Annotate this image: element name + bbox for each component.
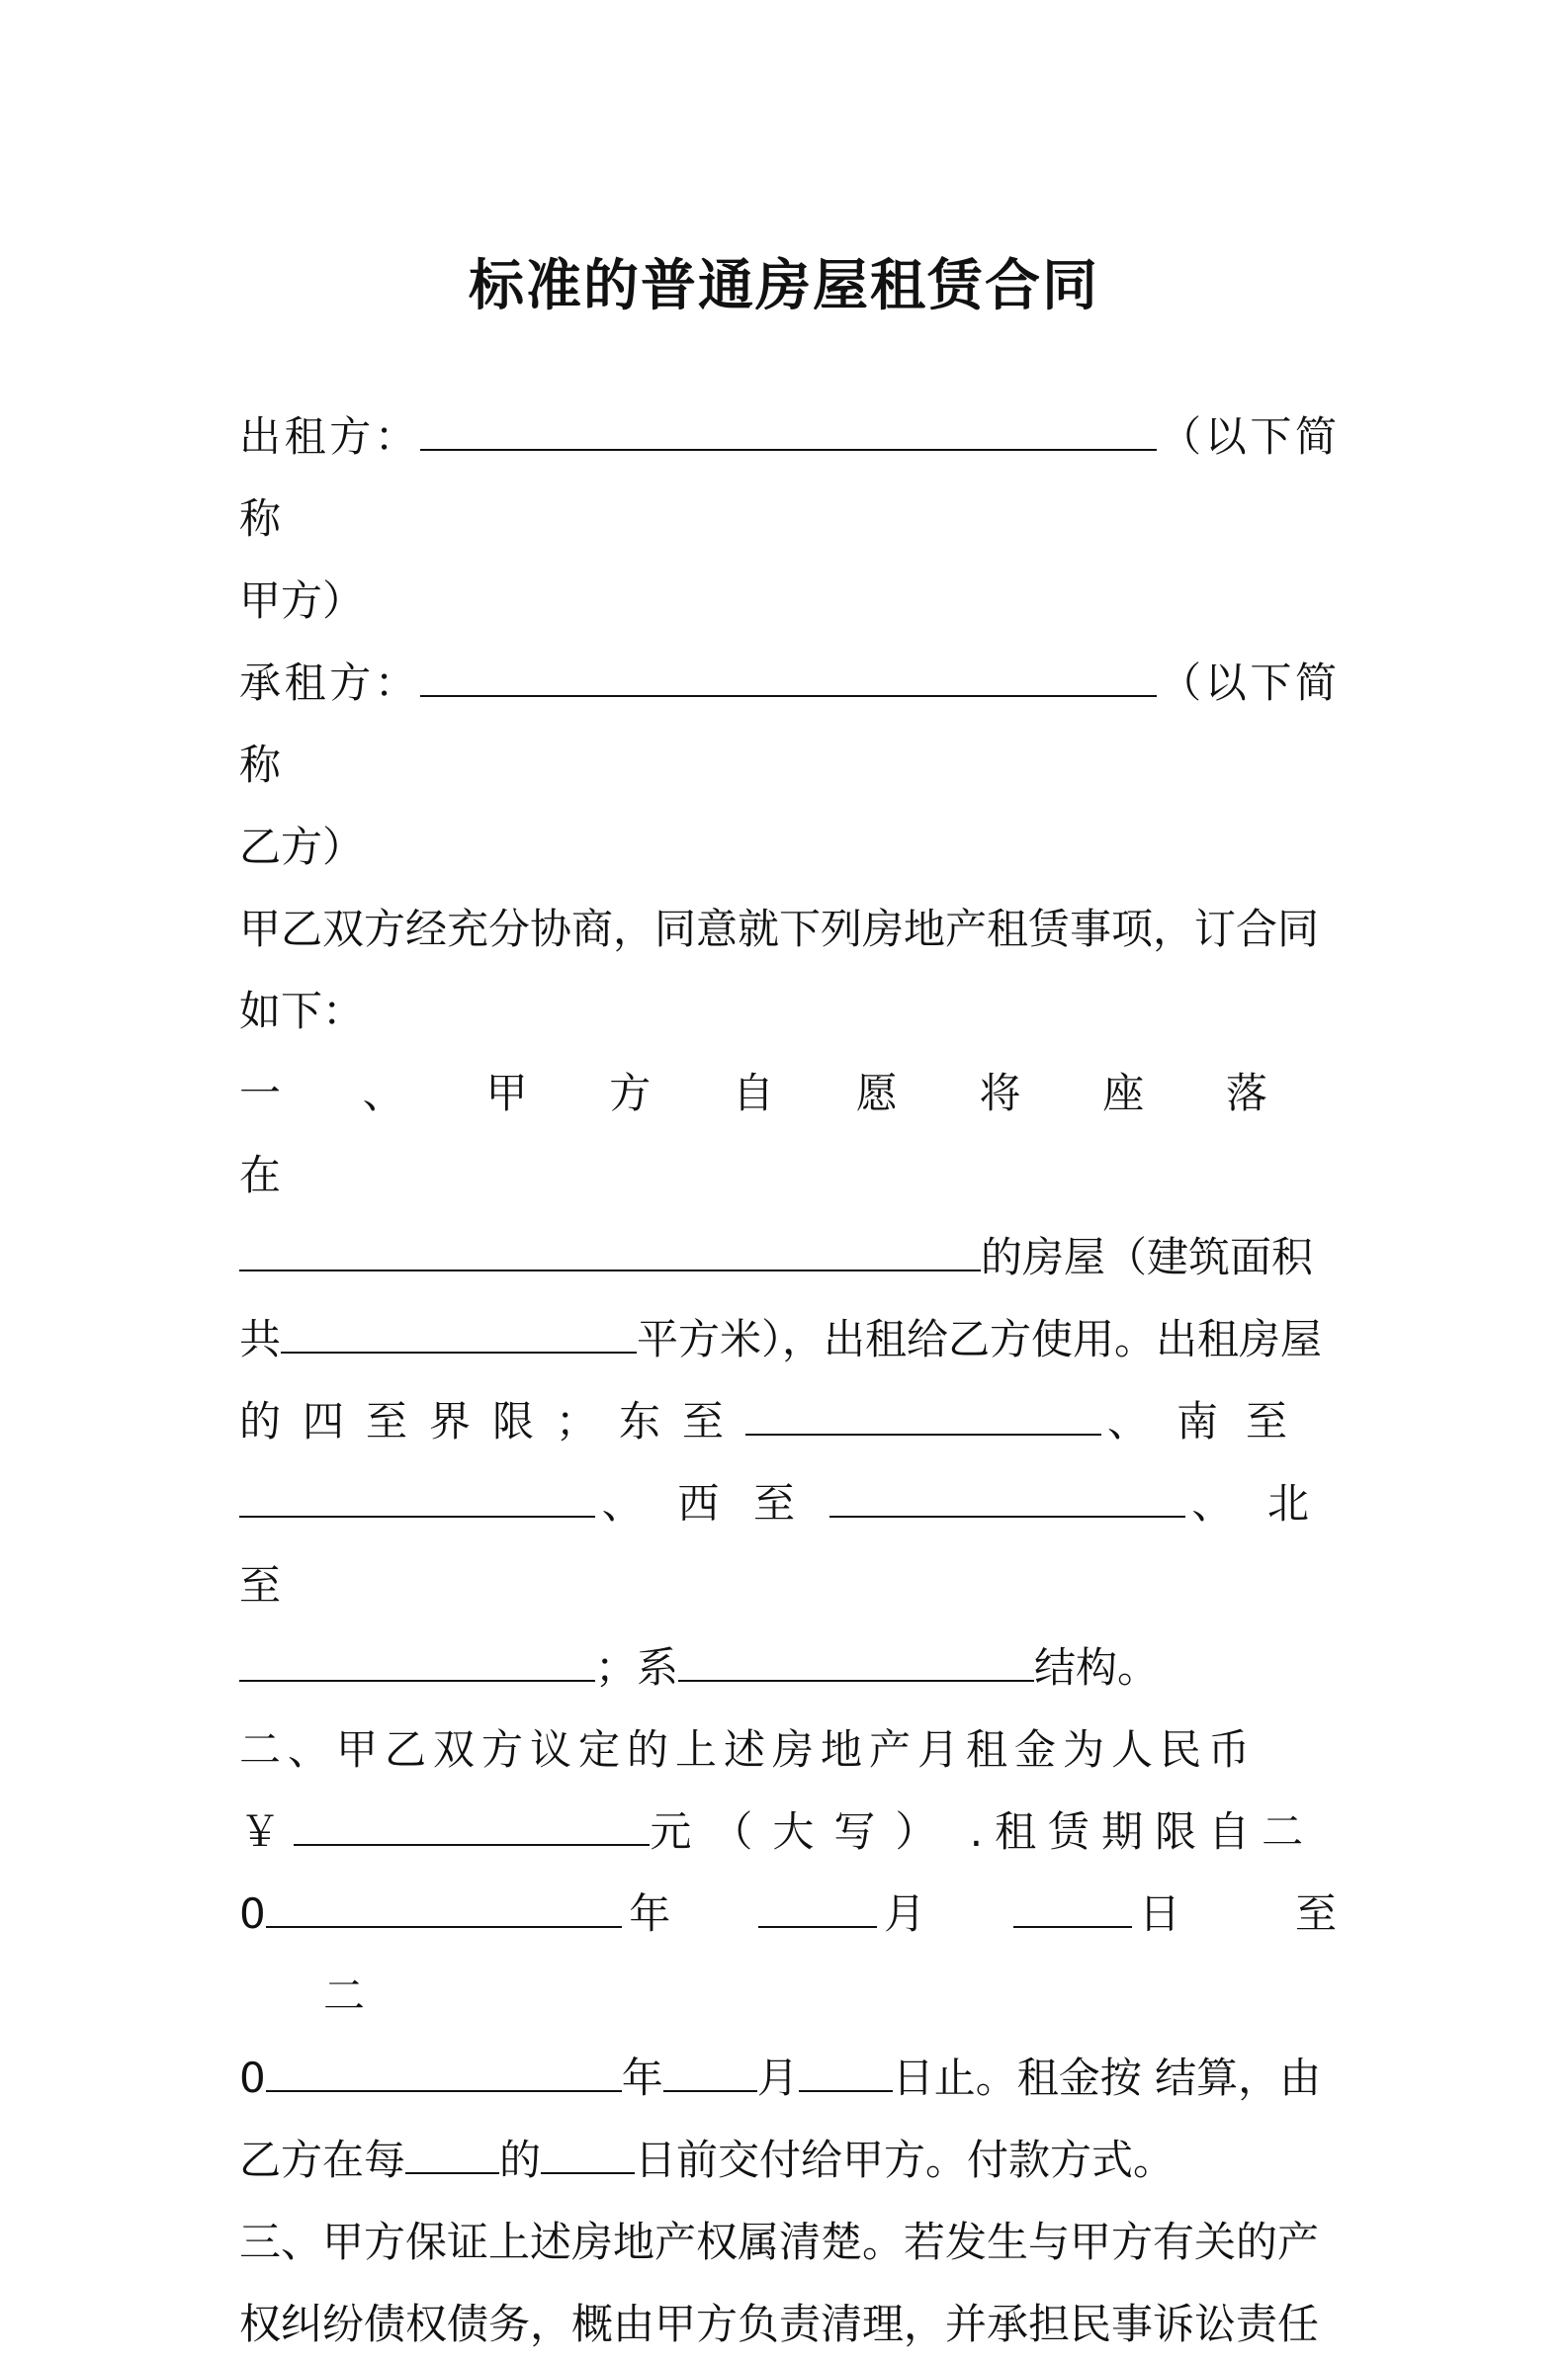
clause1-line4: 的四至界限；东至 、南至 (239, 1397, 1316, 1445)
clause2-line5: 乙方在每 的 日前交付给甲方。付款方式。 (239, 2136, 1176, 2184)
contract-body (239, 395, 1337, 2365)
pay-period-blank[interactable] (405, 2139, 499, 2174)
south-blank[interactable] (239, 1482, 595, 1518)
document-title: 标准的普通房屋租赁合同 (469, 254, 1099, 318)
clause3-line1: 三、甲方保证上述房地产权属清楚。若发生与甲方有关的产 (239, 2218, 1320, 2266)
clause1-line6: ；系 结构。 (239, 1626, 1337, 1708)
lessor-suffix: （以下简称 (239, 412, 1337, 543)
pay-day-blank[interactable] (541, 2139, 635, 2174)
clause2-line1: 二、甲乙双方议定的上述房地产月租金为人民币 (239, 1725, 1258, 1774)
lessee-line (239, 642, 1337, 806)
clause1-line5: 、西至 、北至 (239, 1479, 1337, 1610)
lessee-abbr: 乙方） (239, 823, 365, 871)
lessor-line (239, 395, 1337, 560)
area-blank[interactable] (281, 1318, 637, 1354)
intro-line-2: 如下： (239, 987, 365, 1035)
lessee-suffix: （以下简称 (239, 658, 1337, 789)
clause1-line3: 共 平方米），出租给乙方使用。出租房屋 (239, 1315, 1323, 1363)
clause2-line4: 0 年 月 日止。租金按 结算，由 (239, 2054, 1322, 2102)
rent-blank[interactable] (294, 1810, 650, 1846)
clause1-line2: 的房屋（建筑面积 (239, 1216, 1337, 1298)
intro-line: 甲乙双方经充分协商，同意就下列房地产租赁事项，订合同 (239, 905, 1320, 953)
clause1-line1: 一、甲方自愿将座落在 (239, 1069, 1337, 1199)
lessor-blank[interactable] (420, 415, 1157, 451)
start-day-blank[interactable] (1013, 1892, 1132, 1928)
clause2-line2: ￥ 元（大写） .租赁期限自二 (239, 1807, 1316, 1856)
clause3-line2: 权纠纷债权债务，概由甲方负责清理，并承担民事诉讼责任 (239, 2300, 1320, 2348)
north-blank[interactable] (239, 1646, 595, 1682)
clause2-line3: 0 年 月 日 至 二 (239, 1889, 1337, 2020)
end-day-blank[interactable] (799, 2057, 893, 2092)
lessee-blank[interactable] (420, 661, 1157, 697)
east-blank[interactable] (745, 1400, 1101, 1436)
lessor-label: 出租方： (239, 412, 420, 461)
west-blank[interactable] (829, 1482, 1185, 1518)
lessee-label: 承租方： (239, 658, 420, 707)
end-month-blank[interactable] (663, 2057, 757, 2092)
structure-blank[interactable] (678, 1646, 1034, 1682)
start-year-blank[interactable] (266, 1892, 622, 1928)
end-year-blank[interactable] (266, 2057, 622, 2092)
start-month-blank[interactable] (758, 1892, 877, 1928)
location-blank[interactable] (239, 1236, 981, 1271)
lessor-abbr: 甲方） (239, 576, 365, 625)
